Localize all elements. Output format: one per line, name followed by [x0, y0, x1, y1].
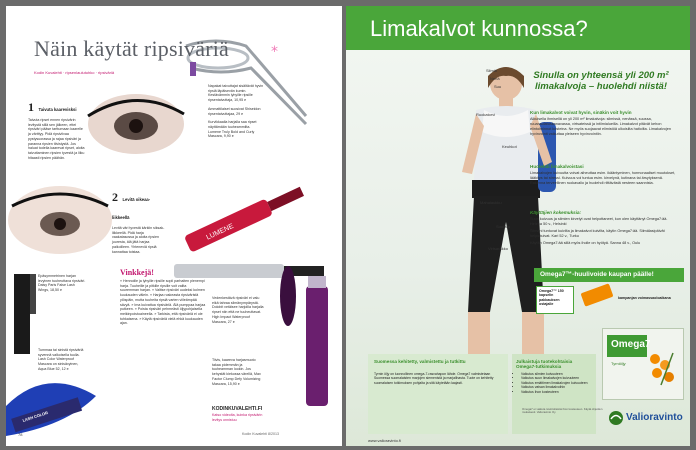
valioravinto-logo — [608, 408, 686, 430]
section1-heading: Kun limakalvot voivat hyvin, sinäkin voit hyvin — [530, 110, 632, 115]
tips-text: » Hennoille ja lyhyille ripsille sopii parhaiten pienempi harja. Tuuheille ja pitkille ripsille voit valita suuremman harjan. » Valitse ripsiväri uudeksi kolmen kuukauden välein. » Harjaa ruskeasta ripsiväristä ylöspäin, mutta tuuheita ripsiä varten viileämpää sävyä. » Ima kuivattua ripsiväriä. Älä pumppaa harjaa putkeen. » Poista ripsiväri pehmeästi öljypohjaisella meikinpoistoaineella. » Tarkista, että ripsiväriä ei ole tuhkaisena. » Käytä ripsiväriä vielä ehkä kuukauden ajan. — [120, 279, 206, 326]
caption-lash-wings: Epäsymmetrinen harjan levyinen tuuheuttava ripsiväri. Daisy Paris False Lash Wings, 18,50 e — [38, 274, 86, 293]
section2 — [530, 164, 678, 186]
caption-purple-mascara-2: Tiivis, kaareva harjasmuoto takaa pidemmän ja tuuheamman lookin. Jos kehystät kiekossa värellä, Max Factor Clump Defy Volumizing Mascara, 15,90 e — [212, 358, 261, 386]
study-item: • Vaikutus suun limakalvojen kuivuuteen — [521, 376, 597, 380]
page-title: Näin käytät ripsiväriä — [34, 36, 229, 61]
ad-headline: Sinulla on yhteensä yli 200 m² limakalvoja – huolehdi niistä! — [533, 70, 669, 92]
step2-text: Levitä väri tyvestä kärkiin siksak-liikkeellä. Pidä harja vaakatasossa ja aloita ripsien juuresta, älä jätä harjaa paikoilleen. Yhteneviä ripsiä kannattaa toistaa. — [112, 226, 165, 254]
panel1-heading: Suomessa kehitetty, valmistettu ja tutkittu — [374, 359, 466, 364]
label-intestine: Suolisto — [496, 224, 511, 229]
product-box — [602, 328, 684, 400]
step1-text: Taivuta ripset ennen ripsivärin levitystä sillä sen jälkeen, ettei ripsiväri pääse tarttumaan kaarelle ja värittyy. Pidä ripsiviivaa pystysuorassa ja rajaa ripsiväri ja paranna ripsien tiivistystä. Jos haluat todella kaarevat ripset, aloita taivuttaminen ripsien tyvestä ja liiku hitaasti ripsien päähän. — [28, 118, 85, 160]
ad-title: Limakalvot kunnossa? — [370, 16, 588, 41]
page-subtitle: Kodin Kuvalehti · ripsenlaulutuhko · ripsiväriä — [34, 70, 115, 75]
promo-badge — [534, 268, 684, 282]
label-esophagus: Ruokatorvi — [476, 112, 496, 117]
step1-heading: Taivuta kaarevisksi — [38, 107, 77, 112]
false-lash-mascara-image — [14, 274, 36, 354]
brand-fineprint: Omega7 ei vaikuta ravintolisänä ihon kosteuteen. Käytä ohjeiden mukaisesti. Valioravinto Oy. — [522, 407, 603, 415]
caption-curler: Napakat taivuttajat sisältävät hyvin ripsiä läpäisevän kumin. Kestävämmin lyhyille ripsille ripsentaivuttaja, 10,95 e Ammattilaiset suosivat Shiseidon ripsentaivuttajaa, 29 e Kurvikkaalla harjalla saa ripset näyttämään tuuheammilta. Lumene Truly Bold and Curly Mascara, 9,90 e — [208, 84, 264, 139]
study-item: • Vaikutus vatsan limakalvoihin — [521, 385, 597, 389]
svg-text:LUMENE: LUMENE — [205, 222, 235, 242]
lumene-mascara-image — [184, 183, 306, 253]
left-magazine-page — [6, 6, 342, 446]
blue-mascara-image — [6, 383, 96, 436]
page-number-left: 78 — [18, 432, 23, 437]
quote-2: Silmäni tuntuvat kuivilta ja limakalvot kuivilta, käytin Omega7:ää. Silmälasipäivät helpottuivat. Kari 52 v., Turku — [530, 229, 665, 238]
section1 — [530, 110, 678, 137]
study-list — [516, 372, 597, 394]
tips-title: Vinkkejä! — [120, 268, 154, 277]
website-subtext: Katso videolta, kuinka ripsivärin levitys onnistuu — [212, 413, 263, 422]
product-name: Omega7 — [611, 339, 651, 350]
label-eyes: Silmät — [486, 68, 498, 73]
section2-text: Limakalvojen kuivuutta voivat aiheuttaa esim. ikääntyminen, hormonaaliset muutokset, lääkitys tai stressi. Kuivuus voi tuntua esim. kirvelynä, kutinana tai ärsytyksenä. Rakenna terveellinen ruokavalio ja huolehdi riittävästä nesteen saannista. — [530, 171, 676, 185]
step1-number: 1 — [28, 100, 34, 114]
promo-small-box — [536, 286, 574, 314]
info-panel-2 — [512, 354, 596, 434]
study-item: • Vaikutus silmien kuivuuteen — [521, 372, 597, 376]
website-right[interactable]: www.valioravinto.fi — [368, 438, 401, 443]
promo-campaign-text: kampanjan voimassaoloaikana — [618, 296, 671, 300]
panel1-text: Tyrnin öljy on luonnollinen omega-7-rasvahapon lähde. Omega7 valmistetaan Suomessa suomalaisten marjojen siemenistä ja marjalihasta. Tuote on kehitetty suomalaisen tutkimuksen pohjalta ja sitä käytetään laajasti. — [374, 372, 494, 385]
step1-block — [28, 98, 86, 160]
study-item: • Vaikutus emättimen limakalvojen kuivuuteen — [521, 381, 597, 385]
info-panel-1 — [368, 354, 508, 434]
caption-shiseido: Ammattilaiset suosivat Shiseidon ripsentaivuttajaa, 29 e — [208, 106, 261, 116]
promo-small-text: Omega7™ 150 kapselin pakkauksen ostajalle — [539, 289, 564, 307]
section2-heading: Huolehdi limakalvoistasi — [530, 164, 584, 169]
purple-mascara-image — [280, 266, 328, 406]
label-nose: Nenä — [490, 76, 500, 81]
panel2-heading: Julkaistuja tuotekohtaisia Omega7-tutkimuksia — [516, 359, 573, 370]
step2-heading: Levitä oikeaa-liikkeellä — [112, 197, 151, 220]
right-advert-page — [346, 6, 690, 446]
caption-blue-mascara: Tummaa tai sinistä ripsiväriä syvennä valkoisella tuulla. Lash Color Waterproof Mascara on sinisävyinen, Aqua Blue 52, 12 e — [38, 348, 84, 371]
step2-block — [112, 188, 166, 254]
label-mouth: Suu — [494, 84, 502, 89]
tips-box — [120, 268, 206, 326]
brand-name: Valioravinto — [626, 412, 683, 423]
label-lungs: Keuhkot — [502, 144, 517, 149]
product-sub: Tyrniöljy — [611, 361, 626, 366]
lash-color-label: LASH COLOR — [21, 410, 49, 423]
step2-number: 2 — [112, 190, 118, 204]
section1-text: Aikuisella ihmisellä on yli 200 m² limakalvoja: silmissä, nenässä, suussa, ruuansulatuskanavassa, virtsateissä ja intiimialueilla. Limakalvot pitävät kehon elintoiminnot kosteina. Ne myös suojaavat elimistöä ulkoisilta haitoilta. Limakalvojen hyvinvointi vaikuttaa yleiseen hyvinvointiin. — [530, 117, 671, 136]
study-item: • Vaikutus ihon kosteuteen — [521, 390, 597, 394]
label-stomach: Mahalaukku — [480, 200, 502, 205]
caption-purple-mascara: Vedenkestävä ripsiväri ei valu eikä tahraa silmänympärystä. Dolobit vetäisee harjoilla harjalla ripset niin että ne tuuheuttavat. High Impact Waterproof Mascara, 27 e — [212, 296, 264, 324]
quote-1: Suun kuivuus ja silmien kirvelyt ovat helpottaneet, kun olen käyttänyt Omega7:ää. Helena 50 v., Helsinki — [530, 217, 668, 226]
website-link[interactable]: KODINKUVALEHTI.FI — [212, 406, 263, 412]
section3-heading: Käyttäjien kokemuksia: — [530, 210, 582, 215]
svg-text:*: * — [271, 44, 278, 60]
label-bladder: Virtsarakko — [488, 246, 508, 251]
section3 — [530, 210, 678, 246]
valioravinto-logo-icon — [608, 410, 624, 426]
promo-badge-text: Omega7™-huulivoide kaupan päälle! — [540, 271, 654, 278]
sea-buckthorn-berries-icon — [647, 349, 681, 389]
footer-left: Kodin Kuvalehti 8/2013 — [242, 432, 279, 436]
quote-3: Käytän Omega7:ää sillä myös iholle on hyötyä. Sanna 48 v., Oulu — [530, 241, 641, 245]
caption-lumene: Kurvikkaalla harjalla saa ripset näyttämään tuuheammilta. Lumene Truly Bold and Curly Mascara, 9,90 e — [208, 120, 257, 139]
